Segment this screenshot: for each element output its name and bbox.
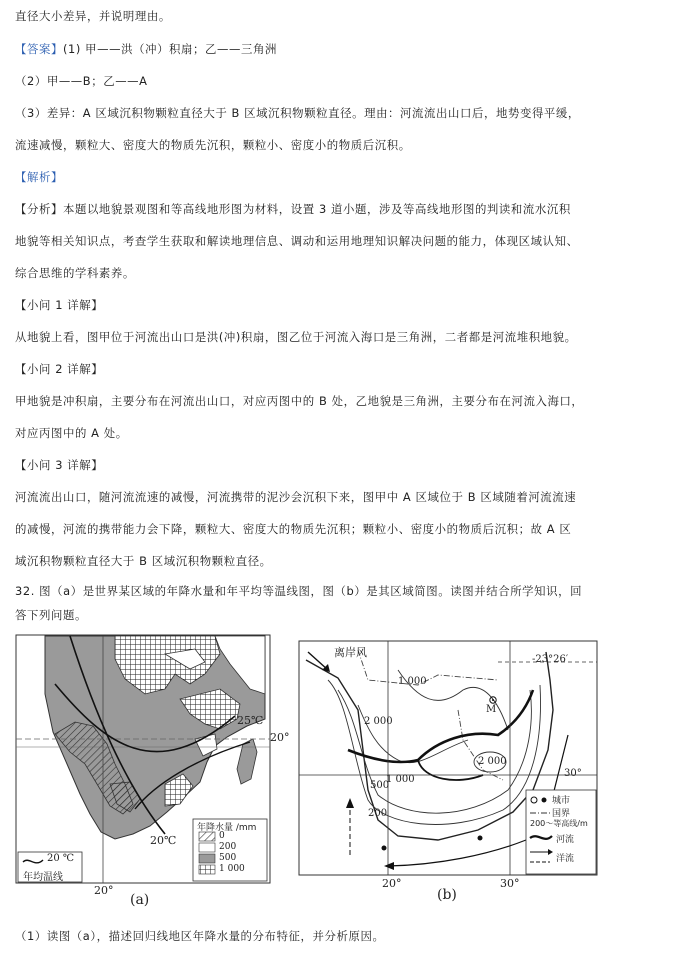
contour-label-200: 200	[368, 808, 388, 819]
line-text: 【小问 3 详解】	[15, 458, 104, 472]
line-text: 河流流出山口，随河流流速的减慢，河流携带的泥沙会沉积下来，图甲中 A 区域位于 B 区域随着河流流速	[15, 490, 577, 504]
fig-b-lon-20: 20°	[382, 877, 402, 890]
city-m-dot	[492, 699, 494, 701]
text-line-17	[15, 522, 571, 536]
label-20c: 20℃	[150, 834, 177, 847]
city-cape	[382, 846, 387, 851]
wind-label: 离岸风	[334, 646, 367, 659]
legend-city-dot	[542, 798, 547, 803]
legend-contour-label: 200～等高线/m	[530, 819, 588, 828]
legend-swatch-200	[199, 843, 215, 852]
legend-city-label: 城市	[552, 796, 571, 806]
contour-label-2000b: 2 000	[478, 756, 507, 767]
text-line-18	[15, 554, 272, 568]
legend-current-label: 洋流	[556, 854, 575, 864]
line-text: 地貌等相关知识点，考查学生获取和解读地理信息、调动和运用地理知识解决问题的能力，体现区域认知、	[15, 234, 579, 248]
legend-border-label: 国界	[552, 809, 571, 819]
line-text: （1）读图（a），描述回归线地区年降水量的分布特征，并分析原因。	[15, 929, 385, 943]
legend-value-0: 0	[219, 831, 225, 841]
question-line	[15, 929, 384, 943]
line-text: 域沉积物颗粒直径大于 B 区域沉积物颗粒直径。	[15, 554, 272, 568]
legend-value-1000: 1 000	[219, 864, 245, 874]
line-text: 的减慢，河流的携带能力会下降，颗粒大、密度大的物质先沉积；颗粒小、密度小的物质后沉积；故 A 区	[15, 522, 572, 536]
text-line-19	[15, 584, 582, 598]
contour-label-500: 500	[370, 780, 390, 791]
legend-title: 年降水量 /mm	[197, 823, 257, 833]
line-text: （2）甲——B；乙——A	[15, 74, 148, 88]
legend-swatch-1000	[199, 865, 215, 874]
contour-label-1000a: 1 000	[398, 676, 427, 687]
legend-swatch-500	[199, 854, 215, 863]
answer-line	[15, 42, 277, 56]
lat-30-label: 30°	[564, 768, 582, 779]
iso-legend-value: 20 ℃	[47, 853, 75, 864]
fig-a-lat-label: 20°	[270, 731, 290, 744]
contour-label-1000b: 1 000	[386, 774, 415, 785]
line-text: 甲地貌是冲积扇，主要分布在河流出山口，对应丙图中的 B 处，乙地貌是三角洲，主要分布在河流入海口，	[15, 394, 584, 408]
iso-legend-text: 年均温线	[23, 872, 63, 883]
figure-b-map	[298, 640, 598, 876]
line-text: （3）差异：A 区域沉积物颗粒直径大于 B 区域沉积物颗粒直径。理由：河流流出山口后，地势变得平缓，	[15, 106, 580, 120]
figure-b	[298, 640, 598, 876]
line-text: (1) 甲——洪（冲）积扇；乙——三角洲	[62, 42, 277, 56]
line-text: 直径大小差异，并说明理由。	[15, 9, 171, 23]
line-text: 【小问 1 详解】	[15, 298, 104, 312]
text-line-15	[15, 458, 103, 472]
text-line-20	[15, 608, 87, 622]
label-25c: 25℃	[237, 714, 264, 727]
legend-value-500: 500	[219, 853, 237, 863]
contour-label-2000a: 2 000	[364, 716, 393, 727]
line-text: 【分析】本题以地貌景观图和等高线地形图为材料，设置 3 道小题，涉及等高线地形图的判读和流水沉积	[15, 202, 571, 216]
city-m-label: M	[486, 704, 497, 715]
text-line-4	[15, 106, 580, 120]
figure-a	[15, 634, 271, 884]
line-text: 32. 图（a）是世界某区域的年降水量和年平均等温线图，图（b）是其区域简图。读图并结合所学知识，回	[15, 584, 583, 598]
analysis-line	[15, 170, 63, 184]
city-east	[478, 836, 483, 841]
text-line-14	[15, 426, 128, 440]
text-line-11	[15, 330, 577, 344]
text-line-12	[15, 362, 103, 376]
line-text: 【小问 2 详解】	[15, 362, 104, 376]
text-line-1	[15, 9, 171, 23]
text-line-9	[15, 266, 135, 280]
fig-a-lon-label: 20°	[94, 884, 114, 897]
line-text: 流速减慢，颗粒大、密度大的物质先沉积，颗粒小、密度小的物质后沉积。	[15, 138, 411, 152]
fig-a-caption: (a)	[130, 892, 150, 908]
text-line-7	[15, 202, 571, 216]
text-line-16	[15, 490, 576, 504]
text-line-13	[15, 394, 583, 408]
fig-b-lon-30: 30°	[500, 877, 520, 890]
line-text: 对应丙图中的 A 处。	[15, 426, 128, 440]
line-text: 从地貌上看，图甲位于河流出山口是洪(冲)积扇，图乙位于河流入海口是三角洲，二者都是河流堆积地貌。	[15, 330, 577, 344]
fig-b-caption: (b)	[437, 887, 457, 903]
text-line-3	[15, 74, 148, 88]
legend-value-200: 200	[219, 842, 237, 852]
text-line-8	[15, 234, 579, 248]
tropic-label: -23°26′	[532, 654, 569, 665]
line-text: 答下列问题。	[15, 608, 87, 622]
legend-river-label: 河流	[556, 835, 575, 845]
analysis-tag: 【解析】	[15, 170, 63, 184]
text-line-10	[15, 298, 103, 312]
text-line-5	[15, 138, 411, 152]
line-text: 综合思维的学科素养。	[15, 266, 135, 280]
answer-tag: 【答案】	[15, 42, 63, 56]
legend-swatch-0	[199, 832, 215, 841]
